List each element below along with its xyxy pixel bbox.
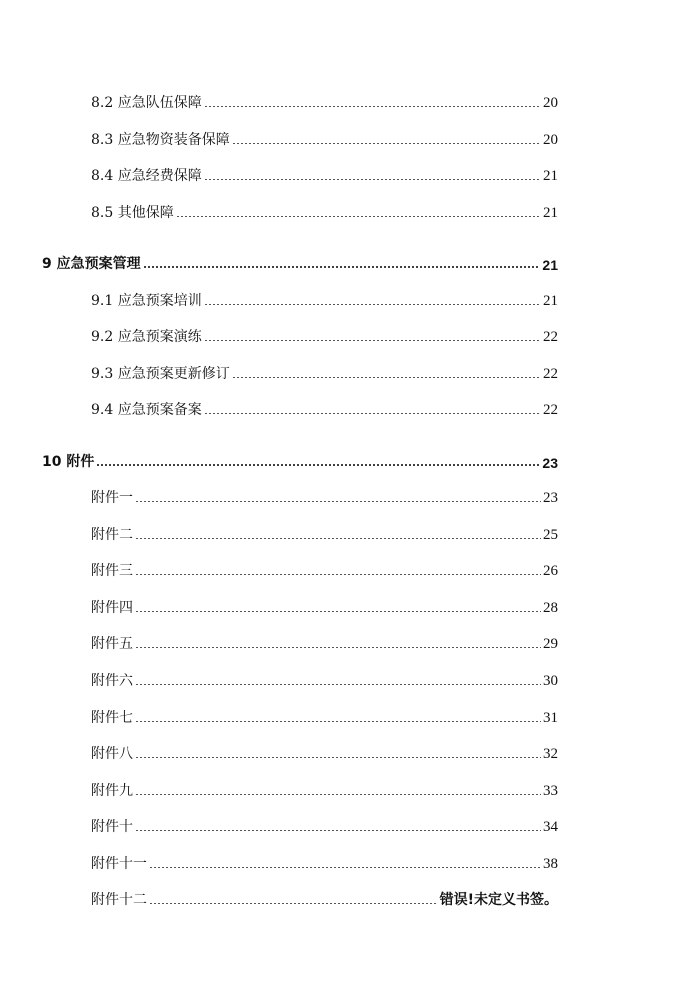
toc-entry-page: 38 bbox=[543, 856, 558, 872]
toc-entry-8-3[interactable] bbox=[91, 125, 558, 149]
toc-entry-label: 8.3 应急物资装备保障 bbox=[91, 132, 230, 148]
dot-leader bbox=[232, 143, 541, 144]
toc-entry-annex-3[interactable] bbox=[91, 556, 558, 580]
toc-entry-label: 附件六 bbox=[91, 673, 133, 689]
toc-entry-annex-12[interactable] bbox=[91, 885, 558, 909]
dot-leader bbox=[135, 574, 541, 575]
toc-entry-page: 31 bbox=[543, 710, 558, 726]
dot-leader bbox=[204, 304, 541, 305]
toc-entry-label: 附件五 bbox=[91, 636, 133, 652]
toc-entry-label: 附件四 bbox=[91, 600, 133, 616]
toc-entry-annex-5[interactable] bbox=[91, 629, 558, 653]
toc-entry-annex-8[interactable] bbox=[91, 739, 558, 763]
toc-entry-annex-4[interactable] bbox=[91, 593, 558, 617]
dot-leader bbox=[135, 721, 541, 722]
dot-leader bbox=[143, 266, 541, 268]
toc-chapter-9[interactable] bbox=[42, 249, 558, 273]
toc-entry-error-text: 错误!未定义书签。 bbox=[439, 892, 558, 908]
toc-entry-annex-10[interactable] bbox=[91, 812, 558, 836]
dot-leader bbox=[135, 757, 541, 758]
dot-leader bbox=[149, 867, 541, 868]
toc-entry-page: 22 bbox=[543, 366, 558, 382]
toc-entry-annex-11[interactable] bbox=[91, 849, 558, 873]
toc-entry-page: 29 bbox=[543, 636, 558, 652]
toc-entry-8-5[interactable] bbox=[91, 198, 558, 222]
dot-leader bbox=[204, 340, 541, 341]
toc-entry-label: 附件十一 bbox=[91, 856, 147, 872]
dot-leader bbox=[149, 903, 438, 904]
toc-entry-label: 9.4 应急预案备案 bbox=[91, 402, 202, 418]
toc-entry-annex-1[interactable] bbox=[91, 483, 558, 507]
toc-entry-label: 附件二 bbox=[91, 527, 133, 543]
dot-leader bbox=[204, 413, 541, 414]
dot-leader bbox=[135, 611, 541, 612]
toc-entry-page: 22 bbox=[543, 402, 558, 418]
toc-entry-label: 附件十二 bbox=[91, 892, 147, 908]
toc-entry-label: 8.4 应急经费保障 bbox=[91, 168, 202, 184]
toc-entry-label: 附件九 bbox=[91, 783, 133, 799]
toc-entry-page: 25 bbox=[543, 527, 558, 543]
dot-leader bbox=[135, 830, 541, 831]
toc-entry-page: 34 bbox=[543, 819, 558, 835]
dot-leader bbox=[135, 501, 541, 502]
toc-entry-8-2[interactable] bbox=[91, 88, 558, 112]
toc-entry-page: 20 bbox=[543, 95, 558, 111]
toc-entry-annex-6[interactable] bbox=[91, 666, 558, 690]
toc-entry-annex-7[interactable] bbox=[91, 703, 558, 727]
toc-entry-label: 附件十 bbox=[91, 819, 133, 835]
toc-entry-label: 8.2 应急队伍保障 bbox=[91, 95, 202, 111]
toc-entry-label: 9.3 应急预案更新修订 bbox=[91, 366, 230, 382]
dot-leader bbox=[135, 794, 541, 795]
toc-chapter-label: 10 附件 bbox=[42, 454, 95, 470]
toc-entry-page: 28 bbox=[543, 600, 558, 616]
toc-entry-annex-2[interactable] bbox=[91, 520, 558, 544]
dot-leader bbox=[96, 464, 540, 466]
toc-chapter-page: 21 bbox=[542, 257, 558, 273]
toc-entry-page: 21 bbox=[543, 293, 558, 309]
toc-entry-label: 附件七 bbox=[91, 710, 133, 726]
toc-chapter-label: 9 应急预案管理 bbox=[42, 256, 141, 272]
toc-entry-label: 9.1 应急预案培训 bbox=[91, 293, 202, 309]
dot-leader bbox=[176, 216, 541, 217]
dot-leader bbox=[204, 179, 541, 180]
toc-entry-label: 附件三 bbox=[91, 563, 133, 579]
toc-entry-9-3[interactable] bbox=[91, 359, 558, 383]
toc-chapter-10[interactable] bbox=[42, 447, 558, 471]
toc-entry-page: 23 bbox=[543, 490, 558, 506]
toc-entry-page: 33 bbox=[543, 783, 558, 799]
toc-entry-9-1[interactable] bbox=[91, 286, 558, 310]
dot-leader bbox=[204, 106, 541, 107]
dot-leader bbox=[135, 684, 541, 685]
toc-entry-page: 21 bbox=[543, 168, 558, 184]
dot-leader bbox=[232, 377, 541, 378]
toc-entry-label: 附件八 bbox=[91, 746, 133, 762]
toc-entry-annex-9[interactable] bbox=[91, 776, 558, 800]
toc-entry-page: 26 bbox=[543, 563, 558, 579]
dot-leader bbox=[135, 647, 541, 648]
toc-entry-label: 9.2 应急预案演练 bbox=[91, 329, 202, 345]
toc-entry-page: 21 bbox=[543, 205, 558, 221]
toc-entry-label: 8.5 其他保障 bbox=[91, 205, 174, 221]
toc-entry-page: 32 bbox=[543, 746, 558, 762]
toc-entry-page: 22 bbox=[543, 329, 558, 345]
toc-entry-label: 附件一 bbox=[91, 490, 133, 506]
toc-entry-9-2[interactable] bbox=[91, 322, 558, 346]
toc-chapter-page: 23 bbox=[542, 455, 558, 471]
dot-leader bbox=[135, 538, 541, 539]
toc-entry-page: 20 bbox=[543, 132, 558, 148]
toc-entry-8-4[interactable] bbox=[91, 161, 558, 185]
toc-entry-9-4[interactable] bbox=[91, 395, 558, 419]
toc-entry-page: 30 bbox=[543, 673, 558, 689]
